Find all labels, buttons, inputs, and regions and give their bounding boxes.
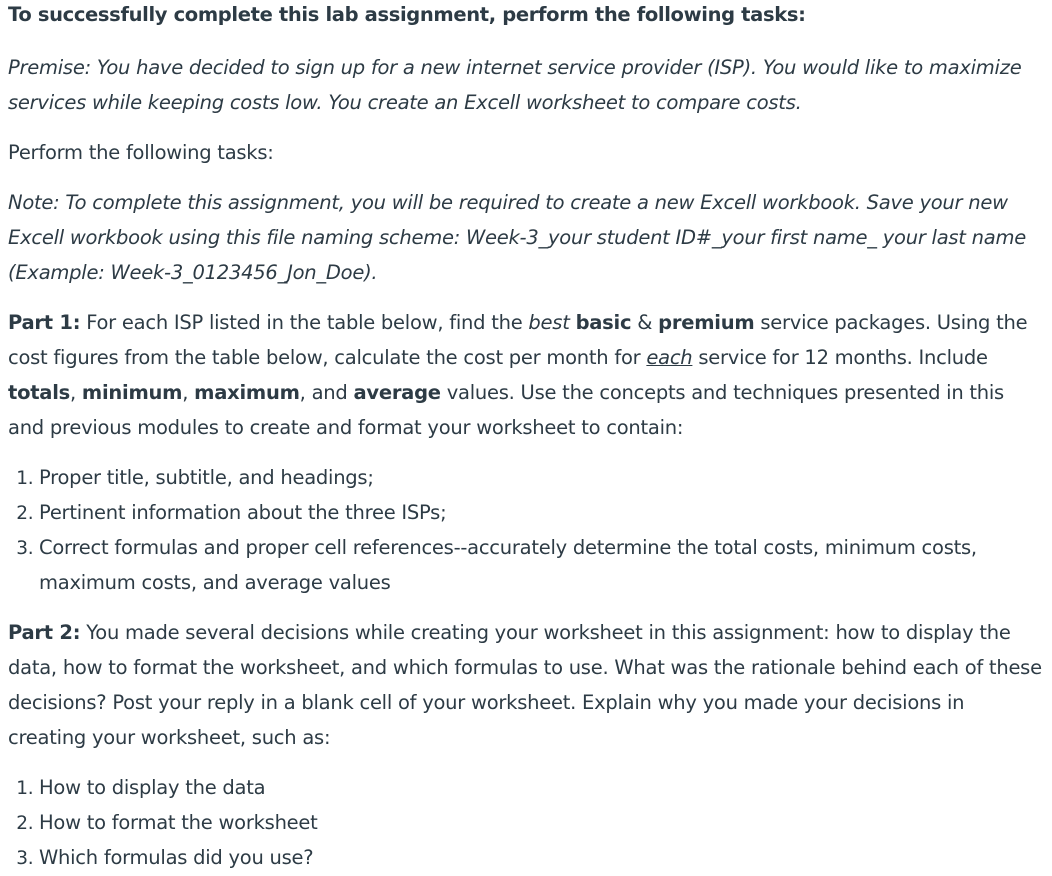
list-item: 1. Proper title, subtitle, and headings; [39, 460, 1044, 495]
part2-paragraph [8, 615, 1044, 755]
part2-text: You made several decisions while creating your worksheet in this assignment: how to display the data, how to format the worksheet, and which formulas to use. What was the rationale behind each of these decisions? Post your reply in a blank cell of your worksheet. Explain why you made your decisions in creating your worksheet, such as: [8, 621, 1042, 749]
part1-list [8, 460, 1044, 600]
part1-text: , [182, 381, 195, 404]
part1-text: values. Use the concepts and techniques presented in this and previous modules to create and format your worksheet to contain: [8, 381, 1004, 439]
part1-text: service for 12 months. Include [692, 346, 988, 369]
minimum-emphasis: minimum [81, 381, 183, 404]
average-emphasis: average [353, 381, 441, 404]
premise-paragraph: Premise: You have decided to sign up for a new internet service provider (ISP). You would like to maximize services while keeping costs low. You create an Excell worksheet to compare costs. [8, 56, 1022, 114]
best-emphasis: best [528, 311, 570, 334]
part2-label: Part 2: [8, 621, 81, 644]
page-heading: To successfully complete this lab assignment, perform the following tasks: [8, 3, 806, 26]
note-paragraph: Note: To complete this assignment, you will be required to create a new Excell workbook. Save your new Excell workbook using this file naming scheme: Week-3_your student ID#_your first name_ your last name (Example: Week-3_0123456_Jon_Doe). [8, 191, 1026, 284]
perform-tasks-paragraph: Perform the following tasks: [8, 141, 274, 164]
each-emphasis: each [646, 346, 693, 369]
premium-emphasis: premium [658, 311, 755, 334]
part1-text: service packages. Using the cost figures from the table below, calculate the cost per month for [8, 311, 1028, 369]
basic-emphasis: basic [575, 311, 632, 334]
part1-paragraph [8, 305, 1044, 445]
list-item: 2. Pertinent information about the three ISPs; [39, 495, 1044, 530]
list-item: 3. Which formulas did you use? [39, 840, 1044, 875]
part1-text: For each ISP listed in the table below, find the [80, 311, 529, 334]
totals-emphasis: totals [8, 381, 70, 404]
part1-text: , [70, 381, 82, 404]
list-item: 3. Correct formulas and proper cell references--accurately determine the total costs, minimum costs, maximum costs, and average values [39, 530, 1044, 600]
maximum-emphasis: maximum [194, 381, 300, 404]
list-item: 2. How to format the worksheet [39, 805, 1044, 840]
part1-label: Part 1: [8, 311, 81, 334]
part1-text: , and [299, 381, 354, 404]
part2-list [8, 770, 1044, 875]
part1-text: & [631, 311, 659, 334]
list-item: 1. How to display the data [39, 770, 1044, 805]
